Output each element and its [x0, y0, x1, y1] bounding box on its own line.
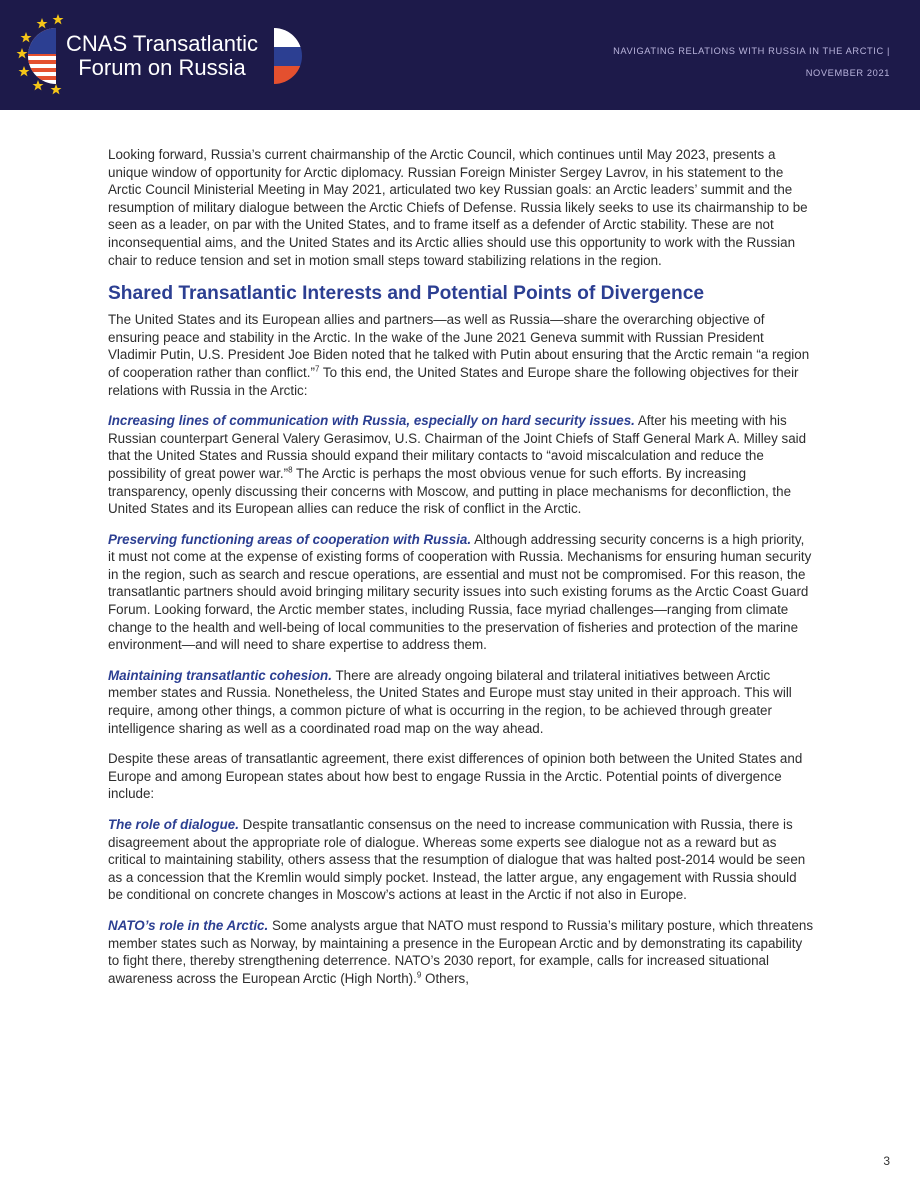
- logo-wordmark: [66, 32, 258, 80]
- paragraph-text: Others,: [421, 970, 469, 986]
- paragraph-text: Some analysts argue that NATO must respond to Russia’s military posture, which threatens member states such as Norway, by maintaining a presence in the European Arctic and by demonstrating its capability to fight there, thereby strengthening deterrence. NATO’s 2030 report, for example, calls for increased situational awareness across the European Arctic (High North).: [108, 917, 814, 986]
- lead-in-nato: NATO’s role in the Arctic.: [108, 917, 269, 933]
- page-header: [0, 0, 920, 110]
- paragraph-text: Looking forward, Russia’s current chairmanship of the Arctic Council, which continues until May 2023, presents a unique window of opportunity for Arctic diplomacy. Russian Foreign Minister Sergey Lavrov, in his statement to the Arctic Council Ministerial Meeting in May 2021, articulated two key Russian goals: an Arctic leaders’ summit and the resumption of military dialogue between the Arctic Chiefs of Defense. Russia likely seeks to use its chairmanship to be seen as a leader, on par with the United States, and to frame itself as a defender of Arctic stability. These are not inconsequential aims, and the United States and its Arctic allies should use this opportunity to work with the Russian chair to reduce tension and set in motion small steps toward stabilizing relations in the region.: [108, 147, 808, 268]
- paragraph-cohesion: [108, 667, 814, 737]
- logo-line-1: CNAS Transatlantic: [66, 31, 258, 56]
- us-flag-icon: [28, 28, 56, 84]
- paragraph-cooperation: [108, 531, 814, 654]
- article-body: [108, 146, 814, 1000]
- paragraph-text: The United States and its European allies and partners—as well as Russia—share the overarching objective of ensuring peace and stability in the Arctic. In the wake of the June 2021 Geneva summit with Russian President Vladimir Putin, U.S. President Joe Biden noted that he talked with Putin about ensuring that the Arctic remain “a region of cooperation rather than conflict.”: [108, 312, 810, 380]
- page-number: 3: [883, 1154, 890, 1168]
- paragraph-text: Despite these areas of transatlantic agreement, there exist differences of opinion both between the United States and Europe and among European states about how best to engage Russia in the Arctic. Potential points of divergence include:: [108, 751, 803, 802]
- header-meta: [613, 40, 890, 84]
- lead-in-dialogue: The role of dialogue.: [108, 817, 239, 832]
- section-heading: Shared Transatlantic Interests and Potential Points of Divergence: [108, 283, 705, 305]
- logo-line-2: Forum on Russia: [78, 55, 246, 80]
- footnote-ref-7[interactable]: 7: [314, 364, 320, 374]
- paragraph-text: The Arctic is perhaps the most obvious venue for such efforts. By increasing transparency, openly discussing their concerns with Moscow, and putting in place mechanisms for deconfliction, the United States and its European allies can reduce the risk of conflict in the Arctic.: [108, 465, 792, 517]
- footnote-ref-8[interactable]: 8: [288, 465, 293, 475]
- paragraph-divergence: [108, 750, 814, 803]
- paragraph-nato: [108, 917, 814, 987]
- lead-in-cooperation: Preserving functioning areas of cooperation with Russia.: [108, 531, 472, 547]
- paragraph-dialogue: [108, 816, 814, 904]
- paragraph-text: Despite transatlantic consensus on the need to increase communication with Russia, there is disagreement about the appropriate role of dialogue. Whereas some experts see dialogue not as a reward but as critical to maintaining stability, others assess that the resumption of dialogue that was halted post-2014 would be seen as a concession that the Kremlin would simply pocket. Instead, the latter argue, any engagement with Russia should be conditional on concrete changes in Moscow’s actions at least in the Arctic if not also in Europe.: [108, 817, 806, 903]
- footnote-ref-9[interactable]: 9: [416, 970, 422, 980]
- russia-flag-icon: [274, 28, 304, 84]
- paragraph-shared-objective: [108, 311, 814, 399]
- paragraph-chairmanship: [108, 146, 814, 269]
- paragraph-text: After his meeting with his Russian counterpart General Valery Gerasimov, U.S. Chairman of the Joint Chiefs of Staff General Mark A. Milley said that the United States and Russia should expand their military contacts to “avoid miscalculation and reduce the possibility of great power war.”: [108, 413, 807, 481]
- report-date: NOVEMBER 2021: [805, 68, 890, 78]
- paragraph-text: To this end, the United States and Europe share the following objectives for their relations with Russia in the Arctic:: [108, 364, 799, 398]
- lead-in-communication: Increasing lines of communication with Russia, especially on hard security issues.: [108, 413, 635, 429]
- paragraph-text: Although addressing security concerns is a high priority, it must not come at the expense of existing forms of cooperation with Russia. Mechanisms for ensuring human security in the region, such as search and rescue operations, are essential and must not be compromised. For this reason, the transatlantic partners should avoid bringing military security issues into such existing forums as the Arctic Coast Guard Forum. Looking forward, the Arctic member states, including Russia, face myriad challenges—ranging from climate change to the health and well-being of local communities to the preservation of fisheries and protection of the marine environment—and will need to share expertise to address them.: [108, 531, 812, 653]
- report-title: NAVIGATING RELATIONS WITH RUSSIA IN THE ARCTIC |: [613, 46, 890, 56]
- paragraph-communication: [108, 412, 814, 518]
- paragraph-text: There are already ongoing bilateral and trilateral initiatives between Arctic member states and Russia. Nonetheless, the United States and Europe must stay united in their approach. This will require, among other things, a common picture of what is occurring in the region, to be achieved through greater intelligence sharing as well as a coordinated road map on the way ahead.: [108, 667, 792, 736]
- lead-in-cohesion: Maintaining transatlantic cohesion.: [108, 667, 332, 683]
